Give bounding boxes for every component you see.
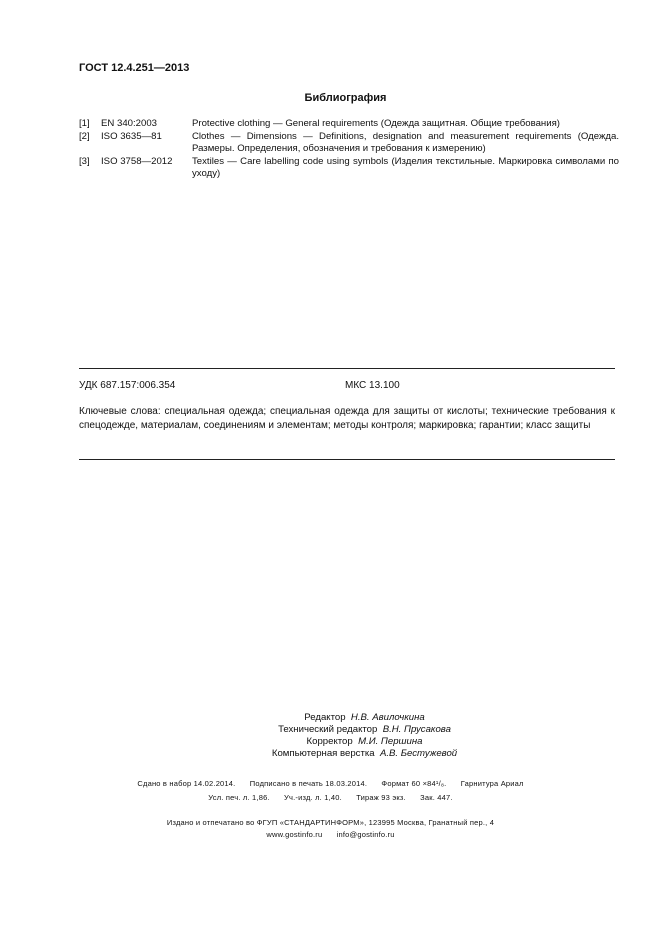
bibliography-entry <box>79 118 619 131</box>
divider-bottom <box>79 459 615 460</box>
entry-number: [3] <box>79 155 90 167</box>
imprint-line-1 <box>0 779 661 788</box>
publisher-website-link[interactable]: www.gostinfo.ru <box>266 830 323 839</box>
entry-number: [1] <box>79 118 90 129</box>
imprint-print-date: Подписано в печать 18.03.2014. <box>249 779 368 788</box>
publisher-email-link[interactable]: info@gostinfo.ru <box>336 830 395 839</box>
staff-name: В.Н. Прусакова <box>382 724 451 735</box>
staff-name: Н.В. Авилочкина <box>350 712 425 723</box>
entry-text: Protective clothing — General requirements (Одежда защитная. Общие требования) <box>192 118 560 129</box>
bibliography-list <box>79 118 619 181</box>
entry-text: Textiles — Care labelling code using symbols (Изделия текстильные. Маркировка символами по уходу) <box>192 155 619 179</box>
mks-code: МКС 13.100 <box>345 380 400 391</box>
imprint-typeface: Гарнитура Ариал <box>460 779 524 788</box>
imprint-line-2 <box>0 793 661 802</box>
bibliography-entry <box>79 131 619 156</box>
imprint-contacts <box>0 830 661 839</box>
divider-top <box>79 368 615 369</box>
staff-tech-editor <box>0 724 661 736</box>
staff-name: М.И. Першина <box>358 736 423 747</box>
imprint-publisher: Издано и отпечатано во ФГУП «СТАНДАРТИНФОРМ», 123995 Москва, Гранатный пер., 4 <box>166 818 495 827</box>
imprint-format: Формат 60 ×84¹/₈. <box>381 779 447 788</box>
bibliography-title: Библиография <box>304 92 387 104</box>
staff-corrector <box>0 736 661 748</box>
keywords-paragraph: Ключевые слова: специальная одежда; специальная одежда для защиты от кислоты; технические требования к спецодежде, материалам, соединениям и элементам; методы контроля; маркировка; гарантии; класс защиты <box>79 406 615 431</box>
entry-text: Clothes — Dimensions — Definitions, designation and measurement requirements (Одежда. Размеры. Определения, обозначения и требования к измерению) <box>192 130 619 154</box>
entry-code: EN 340:2003 <box>101 118 158 129</box>
staff-role: Компьютерная верстка <box>271 748 375 759</box>
staff-role: Корректор <box>306 736 353 747</box>
imprint-pub-sheets: Уч.-изд. л. 1,40. <box>284 793 342 802</box>
document-id: ГОСТ 12.4.251—2013 <box>79 62 190 74</box>
staff-role: Технический редактор <box>278 724 378 735</box>
imprint-print-sheets: Усл. печ. л. 1,86. <box>208 793 270 802</box>
staff-layout <box>0 748 661 760</box>
imprint-circulation: Тираж 93 экз. <box>356 793 406 802</box>
imprint-order: Зак. 447. <box>420 793 453 802</box>
staff-role: Редактор <box>304 712 346 723</box>
entry-code: ISO 3635—81 <box>101 130 162 142</box>
staff-name: А.В. Бестужевой <box>379 748 458 759</box>
udk-code: УДК 687.157:006.354 <box>79 380 176 391</box>
staff-credits <box>0 712 661 760</box>
entry-number: [2] <box>79 130 90 142</box>
entry-code: ISO 3758—2012 <box>101 155 173 167</box>
staff-editor <box>0 712 661 724</box>
imprint-typeset-date: Сдано в набор 14.02.2014. <box>137 779 236 788</box>
bibliography-entry <box>79 156 619 181</box>
